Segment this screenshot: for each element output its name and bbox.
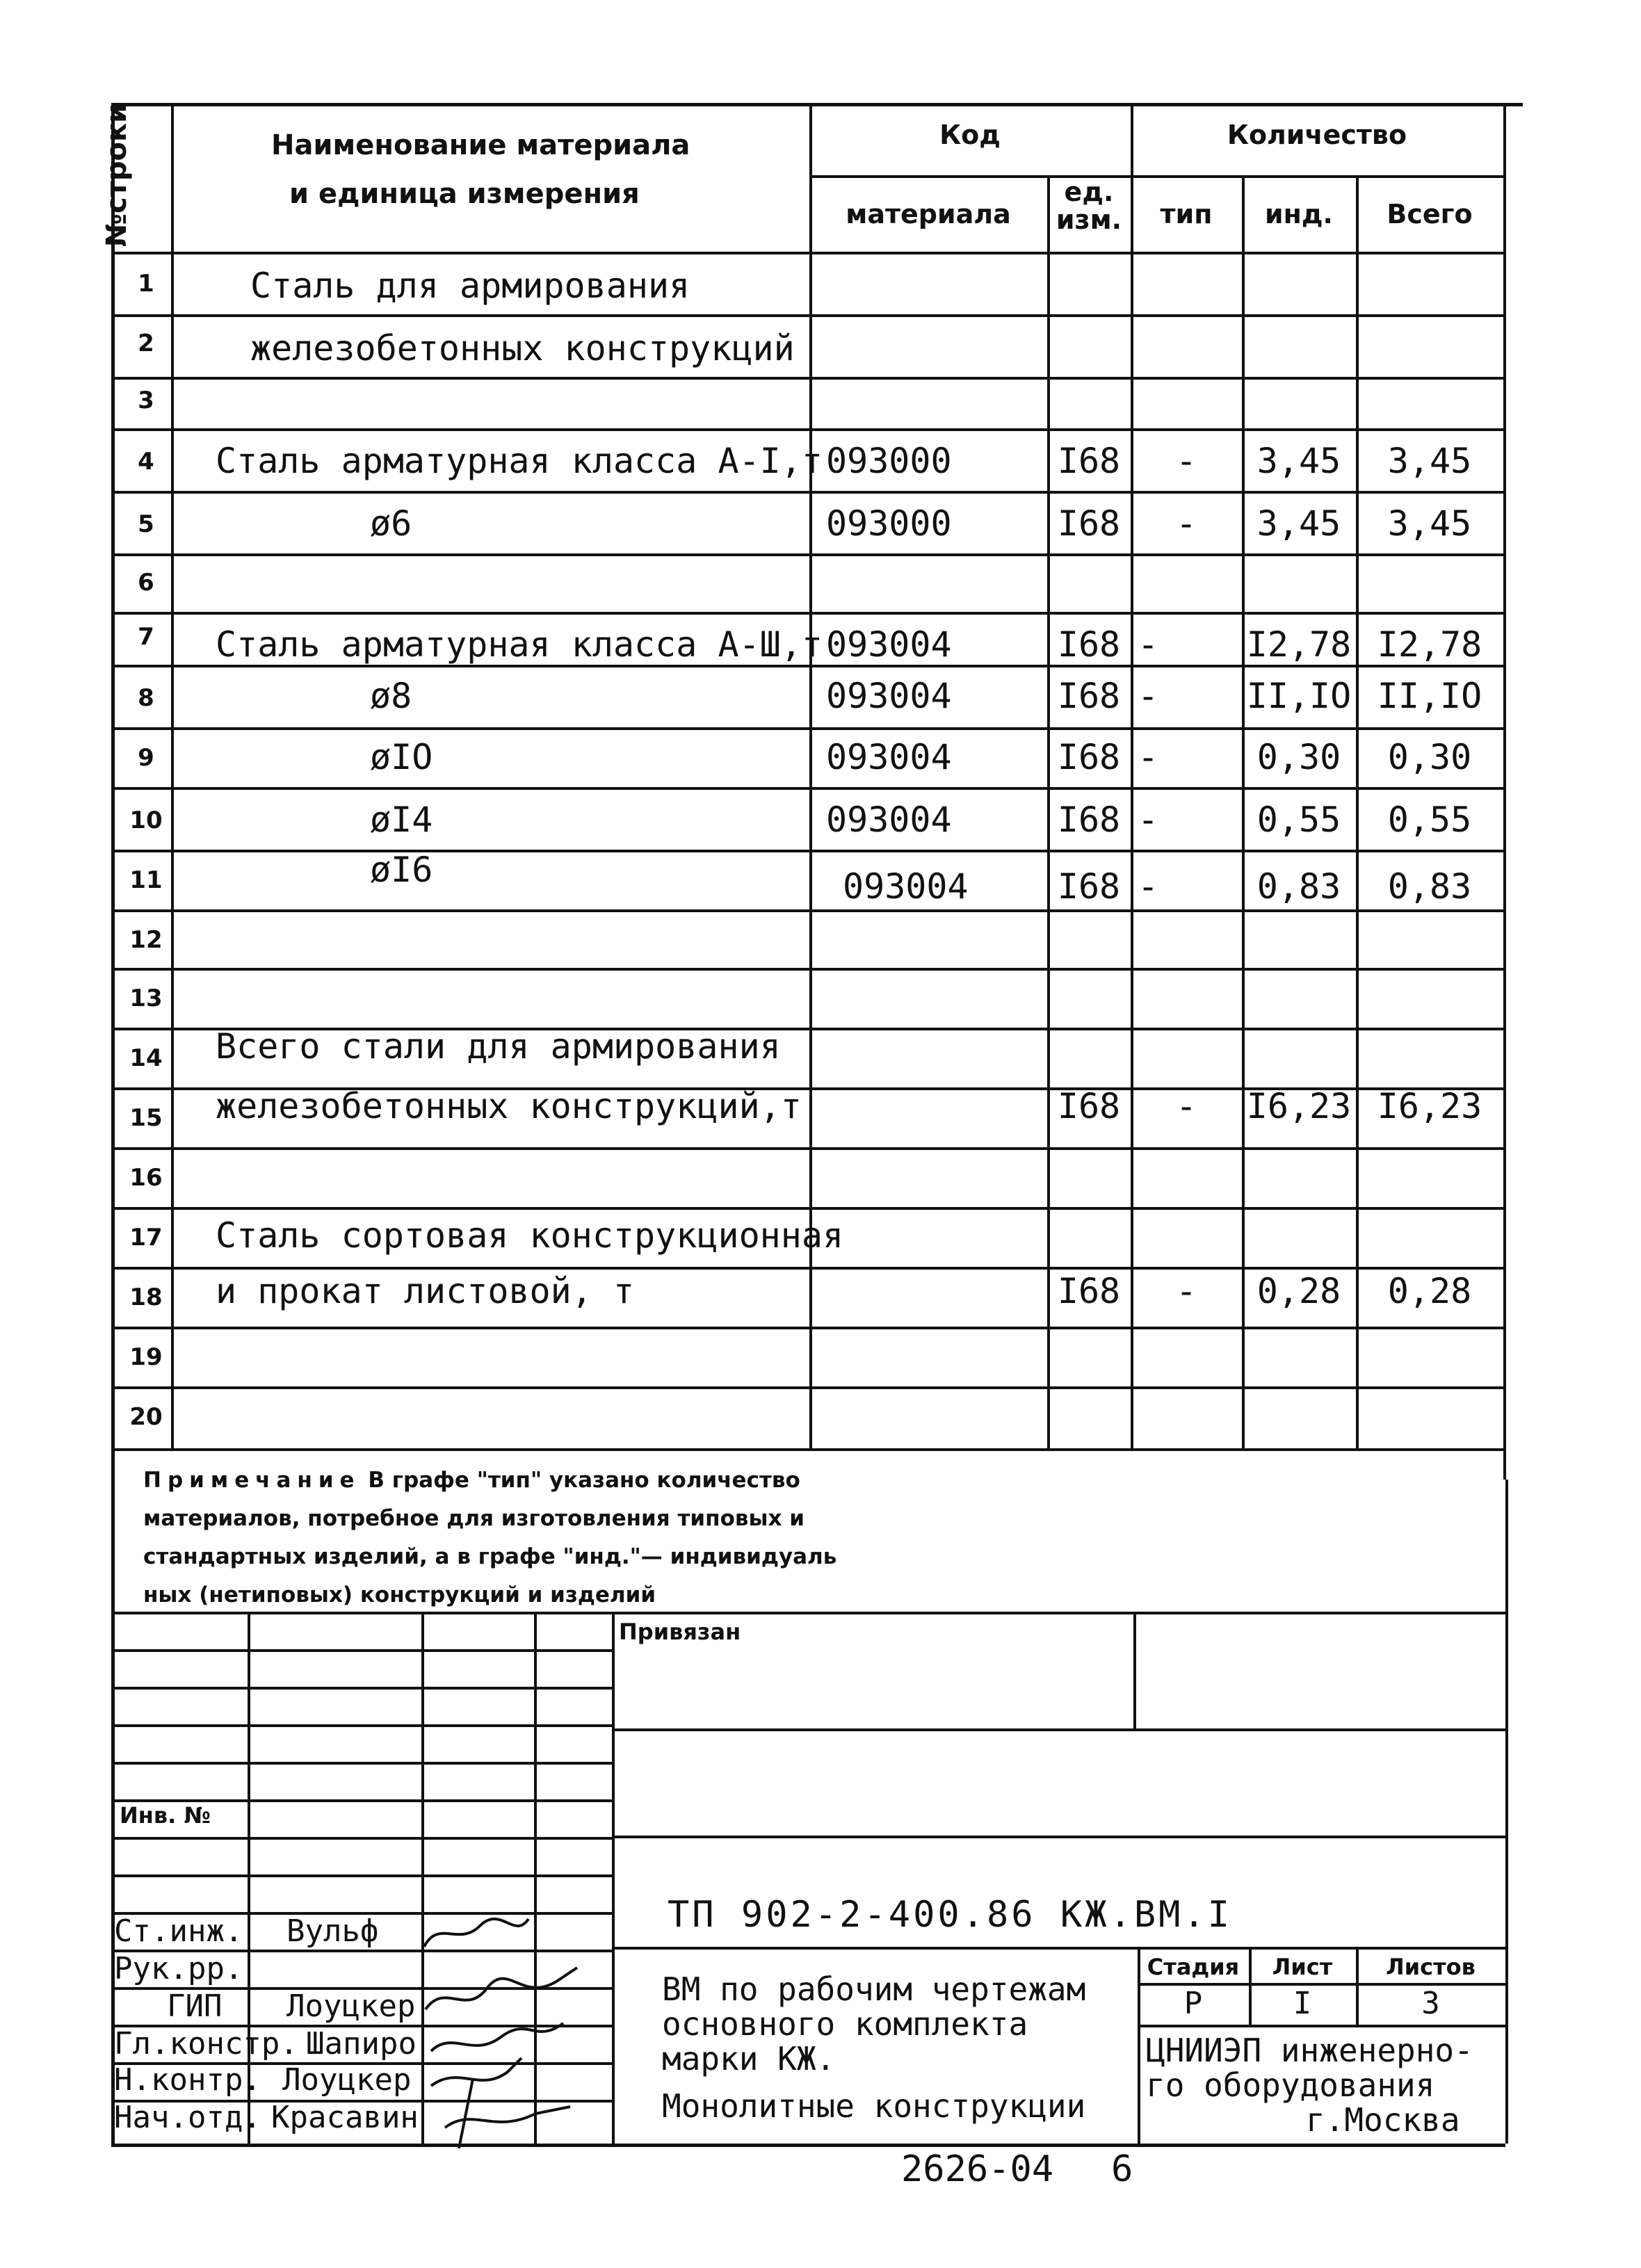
- staff-role: ГИП: [167, 1988, 223, 2024]
- total-value: 0,30: [1387, 737, 1472, 777]
- type-value: -: [1138, 737, 1159, 777]
- unit-code: I68: [1057, 866, 1121, 907]
- row-number: 4: [138, 448, 154, 476]
- row-line: [111, 1147, 1503, 1150]
- row-number: 6: [138, 569, 154, 597]
- material-name: øIO: [370, 737, 433, 777]
- title-code-bottom-line: [612, 1947, 1505, 1950]
- approval-row-line: [111, 1724, 612, 1727]
- staff-name: Красавин: [271, 2100, 419, 2135]
- row-number: 12: [129, 926, 163, 954]
- sheet-value: I: [1293, 1986, 1312, 2021]
- row-number: 3: [138, 387, 154, 414]
- quantity-header: Количество: [1227, 120, 1407, 150]
- title-code-top-line: [612, 1836, 1505, 1838]
- row-number: 15: [129, 1104, 163, 1132]
- material-name: железобетонных конструкций,т: [216, 1086, 802, 1126]
- staff-role: Рук.рр.: [114, 1951, 243, 1986]
- total-value: II,IO: [1377, 676, 1482, 716]
- unit-code: I68: [1057, 1086, 1121, 1126]
- row-line: [111, 1207, 1503, 1210]
- row-line: [111, 377, 1503, 380]
- staff-role: Нач.отд.: [114, 2100, 261, 2135]
- row-number: 7: [138, 623, 154, 651]
- bound-bottom-line: [612, 1728, 1505, 1731]
- document-code: ТП 902-2-400.86 КЖ.ВМ.I: [668, 1894, 1233, 1936]
- type-value: -: [1138, 624, 1159, 665]
- type-value: -: [1175, 441, 1197, 481]
- total-value: I2,78: [1377, 624, 1482, 665]
- row-line: [111, 1267, 1503, 1270]
- row-number: 10: [129, 807, 163, 834]
- material-name: ø8: [370, 676, 412, 716]
- staff-name: Шапиро: [306, 2026, 417, 2062]
- individual-value: 3,45: [1256, 441, 1341, 481]
- unit-code: I68: [1057, 624, 1121, 665]
- page-number: 6: [1111, 2148, 1133, 2190]
- row-number-header: №строки: [101, 103, 133, 248]
- title-block-divider: [612, 1612, 615, 2144]
- bound-divider: [1133, 1612, 1136, 1728]
- individual-value: I2,78: [1246, 624, 1352, 665]
- row-number: 1: [138, 270, 154, 298]
- table-top-border: [111, 103, 1523, 106]
- material-subheader: материала: [846, 199, 1011, 229]
- title-block-top-line: [111, 1612, 1505, 1614]
- inventory-number-label: Инв. №: [120, 1802, 211, 1829]
- approval-row-line: [111, 1649, 612, 1652]
- staff-role: Ст.инж.: [114, 1913, 243, 1949]
- bound-to-label: Привязан: [619, 1619, 741, 1645]
- type-value: -: [1138, 866, 1159, 907]
- row-line: [111, 1327, 1503, 1329]
- row-number: 20: [129, 1403, 163, 1431]
- organization-line3: г.Москва: [1306, 2101, 1460, 2139]
- unit-code: I68: [1057, 1271, 1121, 1311]
- row-number: 17: [129, 1224, 163, 1252]
- staff-name: Лоуцкер: [282, 2062, 412, 2098]
- code-header: Код: [939, 120, 1001, 150]
- note-line2: материалов, потребное для изготовления типовых и: [143, 1506, 805, 1531]
- row-line: [111, 787, 1503, 790]
- approval-row-line: [111, 1837, 612, 1840]
- type-value: -: [1138, 800, 1159, 840]
- material-code: 093004: [826, 800, 952, 840]
- row-line: [111, 612, 1503, 615]
- stage-value: Р: [1183, 1986, 1203, 2021]
- row-line: [111, 428, 1503, 431]
- col-line-1: [171, 103, 174, 1448]
- unit-code: I68: [1057, 503, 1121, 544]
- individual-value: 3,45: [1256, 503, 1341, 544]
- description-line3: марки КЖ.: [662, 2040, 836, 2077]
- type-subheader: тип: [1160, 199, 1213, 229]
- organization-line2: го оборудования: [1146, 2066, 1435, 2104]
- row-number: 9: [138, 744, 154, 772]
- unit-subheader: [1047, 178, 1131, 234]
- staff-name: Вульф: [286, 1913, 379, 1949]
- description-line1: ВМ по рабочим чертежам: [662, 1970, 1086, 2008]
- row-number: 2: [138, 330, 154, 357]
- material-name: ø6: [370, 503, 412, 544]
- header-bottom-line: [111, 252, 1503, 254]
- unit-code: I68: [1057, 441, 1121, 481]
- individual-value: II,IO: [1246, 676, 1352, 716]
- row-line: [111, 1386, 1503, 1389]
- row-number: 11: [129, 866, 163, 894]
- description-line2: основного комплекта: [662, 2005, 1028, 2043]
- row-line: [111, 727, 1503, 730]
- table-bottom-line: [111, 1448, 1503, 1451]
- type-value: -: [1175, 503, 1197, 544]
- material-code: 093004: [843, 866, 969, 907]
- row-number: 13: [129, 985, 163, 1012]
- staff-role: Н.контр.: [114, 2062, 261, 2098]
- note-line1: В графе "тип" указано количество: [368, 1468, 800, 1493]
- row-number: 19: [129, 1343, 163, 1371]
- material-name: и прокат листовой, т: [216, 1271, 635, 1311]
- type-value: -: [1138, 676, 1159, 716]
- note-line3: стандартных изделий, а в графе "инд."— индивидуаль: [143, 1544, 837, 1569]
- stage-value-line: [1138, 2025, 1505, 2027]
- row-number: 8: [138, 684, 154, 712]
- individual-value: 0,30: [1256, 737, 1341, 777]
- individual-subheader: инд.: [1264, 199, 1333, 229]
- material-code: 093000: [826, 503, 952, 544]
- row-line: [111, 491, 1503, 494]
- material-name: Всего стали для армирования: [216, 1026, 781, 1067]
- unit-subheader-line2: изм.: [1056, 204, 1122, 235]
- stage-label: Стадия: [1147, 1954, 1240, 1980]
- row-line: [111, 314, 1503, 317]
- material-name: øI4: [370, 800, 433, 840]
- individual-value: 0,83: [1256, 866, 1341, 907]
- name-header-line1: Наименование материала: [271, 129, 690, 161]
- material-code: 093000: [826, 441, 952, 481]
- organization-line1: ЦНИИЭП инженерно-: [1146, 2032, 1473, 2069]
- unit-code: I68: [1057, 676, 1121, 716]
- title-block-bottom-line: [111, 2144, 1505, 2147]
- row-number: 18: [129, 1283, 163, 1311]
- unit-code: I68: [1057, 737, 1121, 777]
- material-code: 093004: [826, 624, 952, 665]
- sheets-value: 3: [1421, 1986, 1440, 2021]
- material-code: 093004: [826, 737, 952, 777]
- material-name: Сталь сортовая конструкционная: [216, 1215, 844, 1256]
- archive-number: 2626-04: [901, 2148, 1054, 2190]
- individual-value: I6,23: [1246, 1086, 1352, 1126]
- material-code: 093004: [826, 676, 952, 716]
- approval-row-line: [111, 1874, 612, 1877]
- name-header-line2: и единица измерения: [289, 178, 640, 210]
- total-value: 0,83: [1387, 866, 1472, 907]
- title-right-border: [1505, 1480, 1508, 2144]
- individual-value: 0,55: [1256, 800, 1341, 840]
- material-name: Сталь для армирования: [250, 266, 690, 306]
- note-block: [143, 1461, 1047, 1614]
- material-name: Сталь арматурная класса А-I,т: [216, 441, 823, 481]
- approval-row-line: [111, 1687, 612, 1690]
- row-number: 16: [129, 1164, 163, 1192]
- total-value: 3,45: [1387, 441, 1472, 481]
- row-number: 14: [129, 1044, 163, 1072]
- document-description: [662, 1972, 1085, 2123]
- material-name: железобетонных конструкций: [250, 328, 795, 368]
- unit-subheader-line1: ед.: [1064, 177, 1114, 207]
- total-value: 3,45: [1387, 503, 1472, 544]
- total-value: I6,23: [1377, 1086, 1482, 1126]
- row-line: [111, 909, 1503, 912]
- material-name: Сталь арматурная класса А-Ш,т: [216, 624, 823, 665]
- right-border: [1503, 103, 1506, 1480]
- row-line: [111, 665, 1503, 667]
- sheets-label: Листов: [1386, 1954, 1476, 1980]
- col-line-3: [1131, 103, 1133, 1448]
- material-name: øI6: [370, 850, 433, 890]
- type-value: -: [1175, 1271, 1197, 1311]
- organization: [1146, 2033, 1473, 2137]
- header-mid-line: [809, 175, 1503, 178]
- row-line: [111, 553, 1503, 556]
- staff-role: Гл.констр.: [114, 2026, 298, 2062]
- individual-value: 0,28: [1256, 1271, 1341, 1311]
- staff-name: Лоуцкер: [286, 1988, 416, 2024]
- row-line: [111, 968, 1503, 971]
- total-value: 0,28: [1387, 1271, 1472, 1311]
- approval-row-line: [111, 1762, 612, 1765]
- note-label: Примечание: [143, 1468, 361, 1493]
- row-line: [111, 850, 1503, 852]
- total-subheader: Всего: [1387, 199, 1473, 229]
- sheet-label: Лист: [1272, 1954, 1333, 1980]
- signatures-graphic: [417, 1905, 612, 2155]
- type-value: -: [1175, 1086, 1197, 1126]
- row-number: 5: [138, 510, 154, 538]
- note-line4: ных (нетиповых) конструкций и изделий: [143, 1582, 656, 1607]
- description-line4: Монолитные конструкции: [662, 2087, 1086, 2125]
- unit-code: I68: [1057, 800, 1121, 840]
- total-value: 0,55: [1387, 800, 1472, 840]
